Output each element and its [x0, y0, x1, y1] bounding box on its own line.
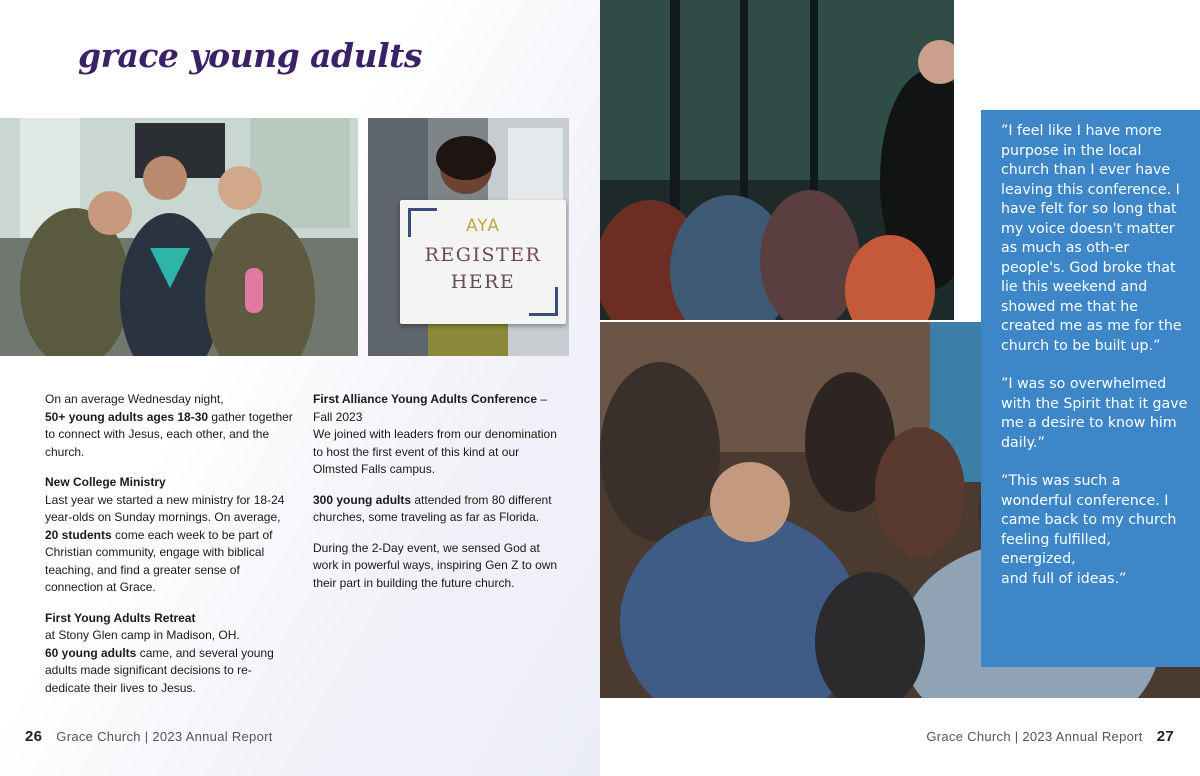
footer-text: Grace Church | 2023 Annual Report	[56, 729, 273, 744]
footer-text: Grace Church | 2023 Annual Report	[926, 729, 1143, 744]
testimonial-quote: ”I was so overwhelmed with the Spirit that it gave me a desire to know him daily.”	[1001, 376, 1188, 451]
page-number: 26	[25, 728, 43, 745]
footer-right	[926, 728, 1174, 745]
testimonial-quote: ”This was such a wonderful conference. I came back to my church feeling fulfilled, energized, and full of ideas.”	[1001, 473, 1177, 587]
group-photo	[0, 118, 358, 356]
college-ministry-heading: New College Ministry	[45, 475, 166, 489]
conference-paragraph: First Alliance Young Adults Conference – Fall 2023 We joined with leaders from our denomination to host the first event of this kind at our Olmsted Falls campus.	[313, 392, 557, 476]
conference-heading: First Alliance Young Adults Conference	[313, 392, 538, 406]
speaker-photo	[600, 0, 954, 320]
sign-text: REGISTER HERE	[424, 244, 542, 293]
testimonial-quotes	[981, 110, 1200, 667]
page-number: 27	[1156, 728, 1174, 745]
wednesday-paragraph: On an average Wednesday night, 50+ young adults ages 18-30 gather together to connect with Jesus, each other, and the church.	[45, 392, 293, 459]
footer-left	[25, 728, 273, 745]
retreat-heading: First Young Adults Retreat	[45, 610, 196, 625]
aya-logo: AYA	[465, 216, 500, 236]
middle-text-column	[313, 391, 563, 605]
attendance-paragraph: 300 young adults attended from 80 different churches, some traveling as far as Florida.	[313, 492, 552, 524]
event-paragraph: During the 2-Day event, we sensed God at work in powerful ways, inspiring Gen Z to own their part in building the future church.	[313, 540, 558, 590]
page-title: grace young adults	[78, 36, 422, 75]
sign-corner-decoration	[529, 287, 558, 316]
register-here-photo	[368, 118, 569, 356]
testimonial-quote: ”I feel like I have more purpose in the local church than I ever have leaving this conference. I have felt for so long that my voice doesn't matter as much as oth-er people's. God broke that lie this weekend and showed me that he created me as me for the church to be built up.”	[1001, 123, 1182, 354]
retreat-paragraph: First Young Adults Retreat at Stony Glen camp in Madison, OH. 60 young adults came, and several young adults made significant decisions to re-dedicate their lives to Jesus.	[45, 610, 274, 695]
left-text-column	[45, 391, 295, 710]
register-sign	[400, 200, 566, 324]
college-ministry-paragraph: New College Ministry Last year we started a new ministry for 18-24 year-olds on Sunday mornings. On average, 20 students come each week to be part of Christian community, engage with biblical teaching, and find a greater sense of connection at Grace.	[45, 475, 285, 594]
